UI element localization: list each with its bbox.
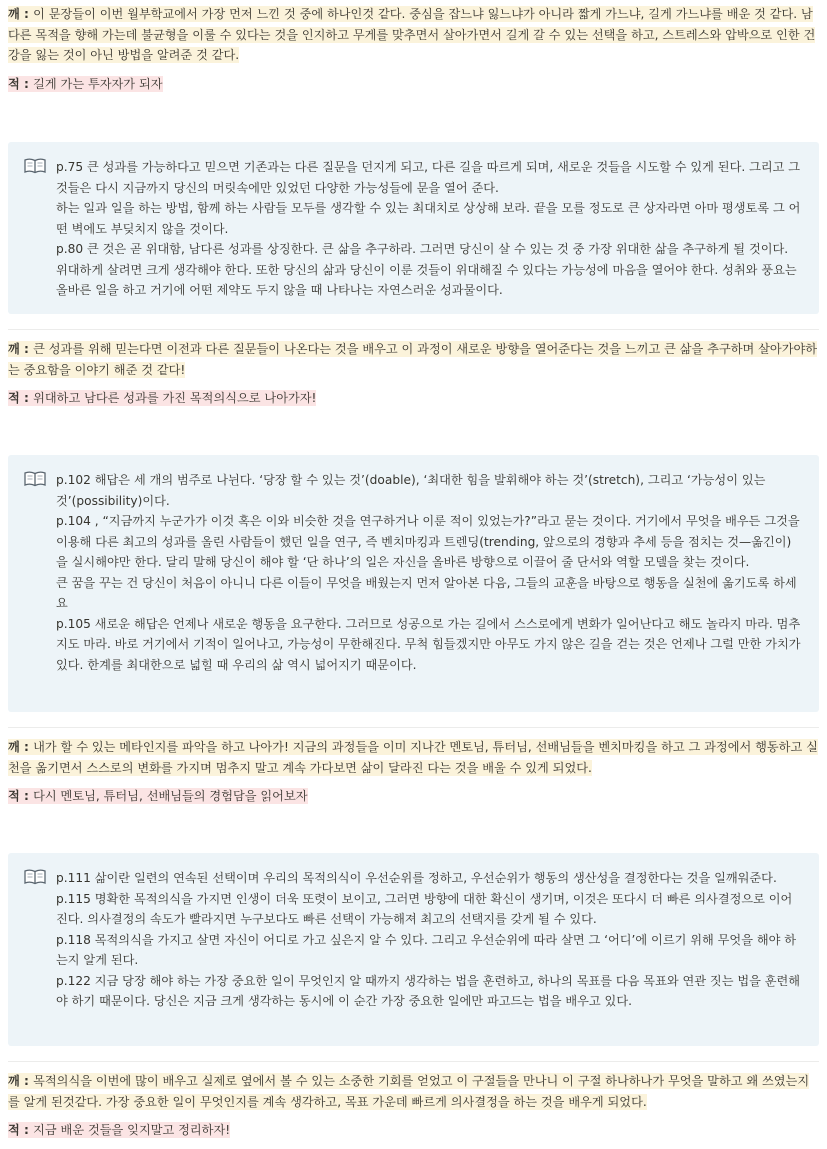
insight-label: 깨 : [8,1074,34,1088]
quote-paragraph: p.115 명확한 목적의식을 가지면 인생이 더욱 또렷이 보이고, 그러면 방향에 대한 확신이 생기며, 이것은 또다시 더 빠른 의사결정으로 이어진다. 의사결정의 속도가 빨라지면 누구보다도 빠른 선택이 가능해져 최고의 선택지를 갖게 될 수 있다. [56,891,793,926]
insight-paragraph [8,737,818,778]
apply-paragraph [8,388,818,409]
quote-paragraph: p.122 지금 당장 해야 하는 가장 중요한 일이 무엇인지 알 때까지 생각하는 법을 훈련하고, 하나의 목표를 다음 목표와 연관 짓는 법을 훈련해야 하기 때문이다. 당신은 지금 크게 생각하는 동시에 이 순간 가장 중요한 일에만 파고드는 법을 배우고 있다. [56,973,801,1008]
quote-callout [8,142,819,314]
quote-paragraph: p.104 , “지금까지 누군가가 이것 혹은 이와 비슷한 것을 연구하거나 이룬 적이 있었는가?”라고 묻는 것이다. 거기에서 무엇을 배우든 그것을 이용해 다른 최고의 성과를 올린 사람들이 했던 일을 연구, 즉 벤치마킹과 트렌딩(trending, 앞으로의 경향과 추세 등을 점치는 것—옮긴이)을 실시해야만 한다. 달리 말해 당신이 해야 할 ‘단 하나’의 일은 자신을 올바른 방향으로 이끌어 줄 단서와 역할 모델을 찾는 것이다. [56,514,800,569]
insight-text: 내가 할 수 있는 메타인지를 파악을 하고 나아가! 지금의 과정들을 이미 지나간 멘토님, 튜터님, 선배님들을 벤치마킹을 하고 그 과정에서 행동하고 실천을 옮기면서 스스로의 변화를 가지며 멈추지 말고 계속 가다보면 삶이 달라진 다는 것을 배울 수 있게 되었다. [8,740,818,775]
apply-text: 다시 멘토님, 튜터님, 선배님들의 경험담을 읽어보자 [33,789,308,803]
insight-text: 큰 성과를 위해 믿는다면 이전과 다른 질문들이 나온다는 것을 배우고 이 과정이 새로운 방향을 열어준다는 것을 느끼고 큰 삶을 추구하며 살아가야하는 중요함을 이야기 해준 것 같다! [8,342,818,377]
open-book-icon [24,470,56,698]
callout-body [56,470,803,698]
apply-label: 적 : [8,789,34,803]
insight-label: 깨 : [8,740,34,754]
callout-body [56,868,803,1032]
quote-paragraph: p.102 해답은 세 개의 범주로 나뉜다. ‘당장 할 수 있는 것’(doable), ‘최대한 힘을 발휘해야 하는 것’(stretch), 그리고 ‘가능성이 있는 것’(possibility)이다. [56,473,766,508]
insight-label: 깨 : [8,7,34,21]
quote-paragraph: 하는 일과 일을 하는 방법, 함께 하는 사람들 모두를 생각할 수 있는 최대치로 상상해 보라. 끝을 모를 정도로 큰 상자라면 아마 평생토록 그 어떤 벽에도 부딪치지 않을 것이다. [56,201,801,236]
apply-text: 위대하고 남다른 성과를 가진 목적의식으로 나아가자! [33,391,317,405]
quote-paragraph: p.105 새로운 해답은 언제나 새로운 행동을 요구한다. 그러므로 성공으로 가는 길에서 스스로에게 변화가 일어난다고 해도 놀라지 마라. 멈추지도 마라. 바로 거기에서 기적이 일어나고, 가능성이 무한해진다. 무척 힘들겠지만 아무도 가지 않은 길을 걷는 것은 언제나 그럴 만한 가치가 있다. 한계를 최대한으로 넓힐 때 우리의 삶 역시 넓어지기 때문이다. [56,616,801,672]
quote-paragraph: p.111 삶이란 일련의 연속된 선택이며 우리의 목적의식이 우선순위를 정하고, 우선순위가 행동의 생산성을 결정한다는 것을 일깨워준다. [56,871,777,885]
apply-paragraph [8,1120,818,1141]
insight-paragraph [8,4,818,66]
open-book-icon [24,868,56,1032]
insight-text: 이 문장들이 이번 월부학교에서 가장 먼저 느낀 것 중에 하나인것 같다. 중심을 잡느냐 잃느냐가 아니라 짧게 가느냐, 길게 가느냐를 배운 것 같다. 남다른 목적을 향해 가는데 불균형을 이룰 수 있다는 것을 인지하고 무게를 맞추면서 살아가면서 길게 갈 수 있는 선택을 하고, 스트레스와 압박으로 인한 건강을 잃는 것이 아닌 방법을 알려준 것 같다. [8,7,816,62]
quote-callout [8,455,819,712]
insight-paragraph [8,339,818,380]
divider [8,1061,819,1062]
open-book-icon [24,157,56,300]
quote-callout [8,853,819,1046]
apply-text: 지금 배운 것들을 잊지말고 정리하자! [33,1123,231,1137]
divider [8,727,819,728]
apply-label: 적 : [8,77,34,91]
apply-label: 적 : [8,391,34,405]
apply-label: 적 : [8,1123,34,1137]
quote-paragraph: p.118 목적의식을 가지고 살면 자신이 어디로 가고 싶은지 알 수 있다. 그리고 우선순위에 따라 살면 그 ‘어디’에 이르기 위해 무엇을 해야 하는지 알게 된다. [56,932,797,967]
apply-text: 길게 가는 투자자가 되자 [33,77,163,91]
apply-paragraph [8,786,818,807]
apply-paragraph [8,74,818,95]
insight-label: 깨 : [8,342,34,356]
insight-paragraph [8,1071,818,1112]
quote-paragraph: p.75 큰 성과를 가능하다고 믿으면 기존과는 다른 질문을 던지게 되고, 다른 길을 따르게 되며, 새로운 것들을 시도할 수 있게 된다. 그리고 그것들은 다시 지금까지 당신의 머릿속에만 있었던 다양한 가능성들에 문을 열어 준다. [56,160,801,195]
quote-paragraph: p.80 큰 것은 곧 위대함, 남다른 성과를 상징한다. 큰 삶을 추구하라. 그러면 당신이 살 수 있는 것 중 가장 위대한 삶을 추구하게 될 것이다. 위대하게 살려면 크게 생각해야 한다. 또한 당신의 삶과 당신이 이룬 것들이 위대해질 수 있다는 가능성에 마음을 열어야 한다. 성취와 풍요는 올바른 일을 하고 거기에 어떤 제약도 두지 않을 때 나타나는 자연스러운 성과물이다. [56,242,797,297]
quote-paragraph: 큰 꿈을 꾸는 건 당신이 처음이 아니니 다른 이들이 무엇을 배웠는지 먼저 알아본 다음, 그들의 교훈을 바탕으로 행동을 실천에 옮기도록 하세요 [56,575,797,610]
insight-text: 목적의식을 이번에 많이 배우고 실제로 옆에서 볼 수 있는 소중한 기회를 얻었고 이 구절들을 만나니 이 구절 하나하나가 무엇을 말하고 왜 쓰였는지를 알게 된것같다. 가장 중요한 일이 무엇인지를 계속 생각하고, 목표 가운데 빠르게 의사결정을 하는 것을 배우게 되었다. [8,1074,810,1109]
callout-body [56,157,803,300]
divider [8,329,819,330]
